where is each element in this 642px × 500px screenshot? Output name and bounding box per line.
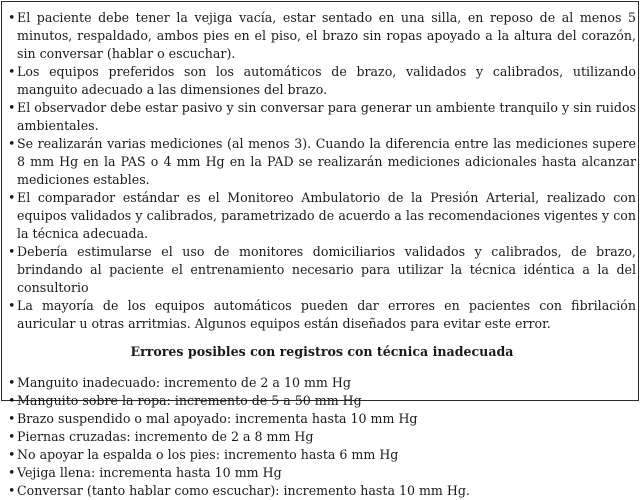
- bullet-icon: •: [8, 136, 16, 151]
- recommendation-text: Los equipos preferidos son los automáticos de brazo, validados y calibrados, utilizando manguito adecuado a las dimensiones del brazo.: [17, 64, 636, 97]
- bullet-icon: •: [8, 375, 16, 390]
- error-text: Piernas cruzadas: incremento de 2 a 8 mm Hg: [17, 429, 314, 444]
- list-item: [8, 135, 636, 189]
- recommendation-text: El comparador estándar es el Monitoreo Ambulatorio de la Presión Arterial, realizado con equipos validados y calibrados, parametrizado de acuerdo a las recomendaciones vigentes y con la técnica adecuada.: [17, 190, 636, 241]
- recommendations-list: [8, 9, 636, 333]
- list-item: [8, 464, 636, 482]
- error-text: Brazo suspendido o mal apoyado: incrementa hasta 10 mm Hg: [17, 411, 418, 426]
- error-text: Manguito sobre la ropa: incremento de 5 a 50 mm Hg: [17, 393, 362, 408]
- bullet-icon: •: [8, 64, 16, 79]
- errors-list: [8, 374, 636, 500]
- error-text: No apoyar la espalda o los pies: incremento hasta 6 mm Hg: [17, 447, 399, 462]
- bullet-icon: •: [8, 298, 16, 313]
- list-item: [8, 482, 636, 500]
- recommendation-text: Se realizarán varias mediciones (al menos 3). Cuando la diferencia entre las mediciones supere 8 mm Hg en la PAS o 4 mm Hg en la PAD se realizarán mediciones adicionales hasta alcanzar mediciones estables.: [17, 136, 636, 187]
- bullet-icon: •: [8, 465, 16, 480]
- list-item: [8, 297, 636, 333]
- recommendation-text: La mayoría de los equipos automáticos pueden dar errores en pacientes con fibrilación auricular u otras arritmias. Algunos equipos están diseñados para evitar este error.: [17, 298, 636, 331]
- list-item: [8, 392, 636, 410]
- error-text: Manguito inadecuado: incremento de 2 a 10 mm Hg: [17, 375, 351, 390]
- list-item: [8, 243, 636, 297]
- error-text: Vejiga llena: incrementa hasta 10 mm Hg: [17, 465, 282, 480]
- list-item: [8, 428, 636, 446]
- list-item: [8, 446, 636, 464]
- bullet-icon: •: [8, 393, 16, 408]
- bullet-icon: •: [8, 483, 16, 498]
- list-item: [8, 189, 636, 243]
- list-item: [8, 63, 636, 99]
- content-box: [1, 1, 639, 498]
- errors-heading: Errores posibles con registros con técnica inadecuada: [130, 344, 514, 359]
- bullet-icon: •: [8, 100, 16, 115]
- bullet-icon: •: [8, 411, 16, 426]
- bullet-icon: •: [8, 447, 16, 462]
- bullet-icon: •: [8, 429, 16, 444]
- error-text: Conversar (tanto hablar como escuchar): incremento hasta 10 mm Hg.: [17, 483, 470, 498]
- list-item: [8, 410, 636, 428]
- bullet-icon: •: [8, 244, 16, 259]
- document-body: [8, 9, 636, 500]
- bullet-icon: •: [8, 190, 16, 205]
- recommendation-text: El paciente debe tener la vejiga vacía, estar sentado en una silla, en reposo de al menos 5 minutos, respaldado, ambos pies en el piso, el brazo sin ropas apoyado a la altura del corazón, sin conversar (hablar o escuchar).: [17, 10, 636, 61]
- list-item: [8, 99, 636, 135]
- list-item: [8, 9, 636, 63]
- recommendation-text: Debería estimularse el uso de monitores domiciliarios validados y calibrados, de brazo, brindando al paciente el entrenamiento necesario para utilizar la técnica idéntica a la del consultorio: [17, 244, 636, 295]
- list-item: [8, 374, 636, 392]
- recommendation-text: El observador debe estar pasivo y sin conversar para generar un ambiente tranquilo y sin ruidos ambientales.: [17, 100, 636, 133]
- bullet-icon: •: [8, 10, 16, 25]
